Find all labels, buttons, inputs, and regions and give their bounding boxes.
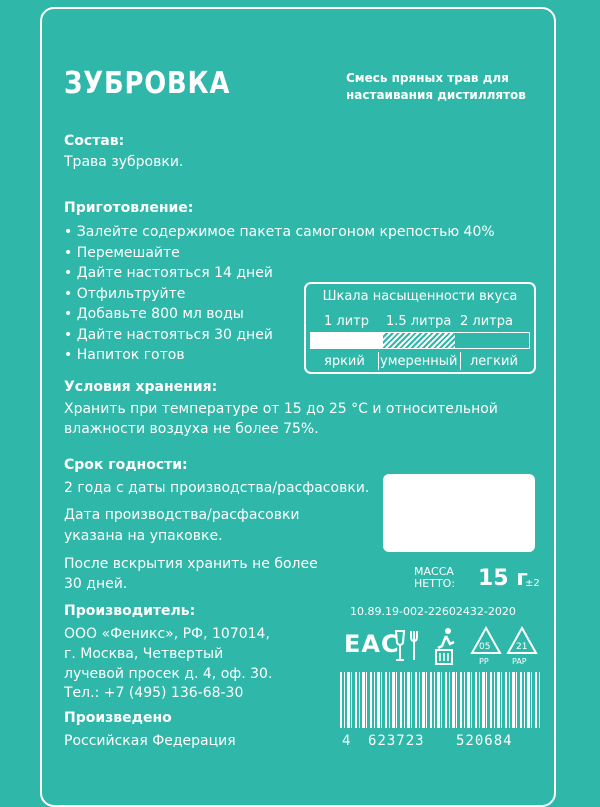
net-weight-label-2: НЕТТО: [414, 577, 456, 590]
manufacturer-line3: лучевой просек д. 4, оф. 30. [64, 666, 273, 682]
list-item: • Напиток готов [64, 345, 495, 366]
scale-volume-2: 1.5 литра [386, 314, 452, 329]
composition-text: Трава зубровки. [64, 154, 184, 170]
scale-level-light: легкий [470, 354, 518, 369]
list-item: • Дайте настояться 30 дней [64, 325, 495, 346]
food-contact-icon [392, 628, 426, 664]
shelf-life-text2-line2: указана на упаковке. [64, 528, 223, 544]
storage-line2: влажности воздуха не более 75%. [64, 421, 319, 437]
recycle-pp-label: PP [479, 657, 489, 666]
certification-code: 10.89.19-002-22602432-2020 [350, 605, 516, 618]
list-item: • Перемешайте [64, 243, 495, 264]
net-weight-value: 15 г [478, 566, 528, 591]
recycle-pap-number: 21 [516, 642, 528, 652]
subtitle-line1: Смесь пряных трав для [346, 71, 509, 85]
taste-scale-title: Шкала насыщенности вкуса [322, 289, 518, 304]
manufacturer-line2: г. Москва, Четвертый [64, 646, 224, 662]
scale-volume-3: 2 литра [460, 314, 513, 329]
scale-level-bright: яркий [324, 354, 365, 369]
taste-scale [304, 282, 536, 374]
recycle-pp-number: 05 [479, 642, 491, 652]
origin-country: Российская Федерация [64, 733, 236, 749]
list-item: • Залейте содержимое пакета самогоном крепостью 40% [64, 222, 495, 243]
manufacturer-phone: Тел.: +7 (495) 136-68-30 [64, 685, 244, 701]
scale-level-moderate: умеренный [380, 354, 458, 369]
bar-segment-moderate [383, 333, 455, 348]
composition-heading: Состав: [64, 133, 125, 149]
product-subtitle [346, 70, 546, 104]
shelf-life-heading: Срок годности: [64, 457, 188, 473]
barcode-digit-1: 4 [342, 733, 352, 749]
bar-segment-bright [311, 333, 383, 348]
scale-volume-1: 1 литр [324, 314, 369, 329]
storage-line1: Хранить при температуре от 15 до 25 °С и относительной [64, 401, 498, 417]
barcode-digits-2: 623723 [368, 733, 425, 749]
net-weight-tolerance: ±2 [525, 578, 540, 589]
scale-divider [378, 352, 379, 370]
recycle-pap-label: PAP [512, 657, 527, 666]
preparation-heading: Приготовление: [64, 200, 194, 216]
list-item: • Отфильтруйте [64, 284, 495, 305]
tidy-man-icon [430, 626, 464, 666]
manufacturer-heading: Производитель: [64, 603, 196, 619]
scale-divider [460, 352, 461, 370]
origin-heading: Произведено [64, 710, 172, 726]
barcode [340, 672, 540, 728]
barcode-digits-3: 520684 [456, 733, 513, 749]
manufacturer-line1: ООО «Феникс», РФ, 107014, [64, 626, 270, 642]
shelf-life-text3-line1: После вскрытия хранить не более [64, 556, 318, 572]
date-stamp-box [383, 474, 535, 552]
subtitle-line2: настаивания дистиллятов [346, 88, 526, 102]
list-item: • Добавьте 800 мл воды [64, 304, 495, 325]
shelf-life-text3-line2: 30 дней. [64, 576, 128, 592]
shelf-life-text2-line1: Дата производства/расфасовки [64, 507, 300, 523]
eac-mark: EAC [344, 630, 400, 658]
taste-scale-bar [310, 332, 530, 349]
net-weight-label-1: МАССА [414, 565, 454, 578]
bar-segment-light [455, 333, 529, 348]
list-item: • Дайте настояться 14 дней [64, 263, 495, 284]
shelf-life-text1: 2 года с даты производства/расфасовки. [64, 480, 370, 496]
product-title: ЗУБРОВКА [64, 66, 231, 101]
storage-heading: Условия хранения: [64, 379, 218, 395]
